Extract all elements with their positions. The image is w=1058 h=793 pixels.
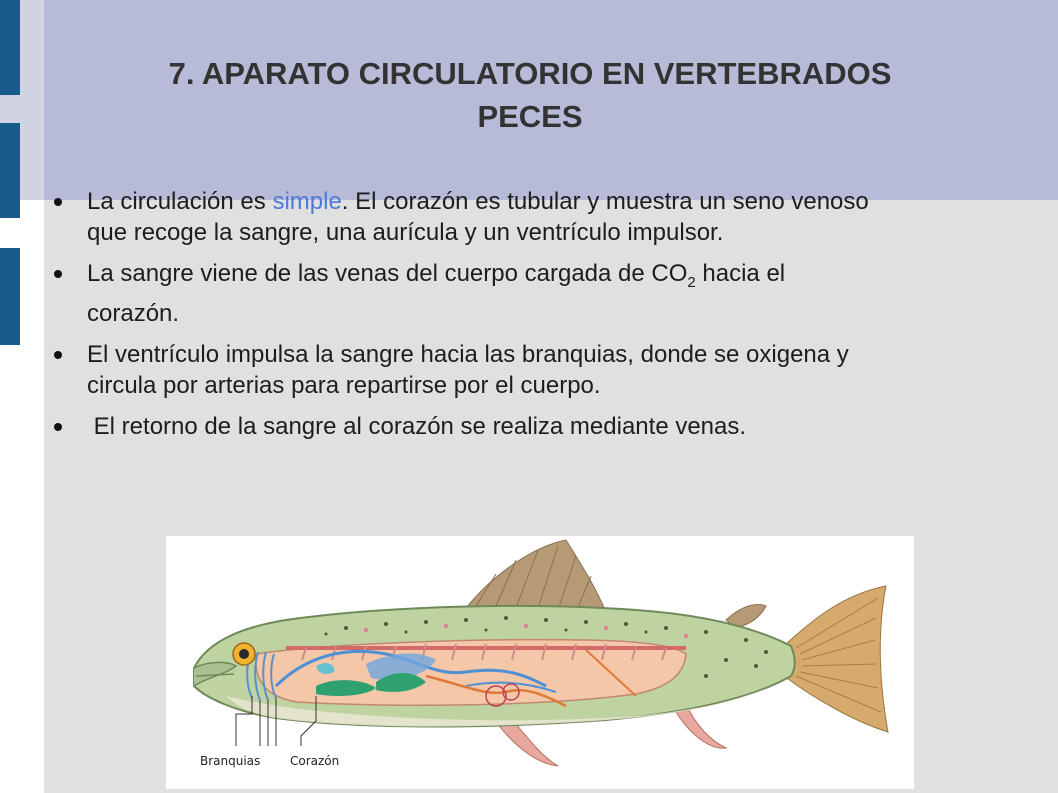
bullet-item (48, 339, 878, 401)
bullet-text: El ventrículo impulsa la sangre hacia las branquias, donde se oxigena y circula por arterias para repartirse por el cuerpo. (87, 340, 849, 399)
highlight-term: simple (272, 188, 342, 215)
bullet-list (48, 186, 878, 452)
bullet-item (48, 411, 878, 442)
bullet-text: La circulación es (87, 188, 273, 215)
subscript: 2 (687, 273, 696, 291)
side-accent-bar (0, 0, 20, 95)
title-line-2: PECES (477, 99, 583, 134)
slide-title (60, 52, 1000, 138)
bullet-icon (54, 270, 62, 278)
title-line-1: 7. APARATO CIRCULATORIO EN VERTEBRADOS (168, 56, 892, 91)
bullet-text: hacia el corazón. (87, 260, 786, 327)
bullet-icon (54, 423, 62, 431)
side-accent-bar (0, 123, 20, 218)
tail-fin (784, 586, 888, 732)
gills-label: Branquias (200, 754, 261, 768)
bullet-text: La sangre viene de las venas del cuerpo cargada de CO (87, 260, 688, 287)
dorsal-fin (466, 540, 606, 612)
bullet-item (48, 186, 878, 248)
bullet-text: El retorno de la sangre al corazón se realiza mediante venas. (87, 412, 747, 440)
fish-circulation-figure (166, 536, 914, 789)
side-accent-bar (0, 248, 20, 345)
heart-label: Corazón (290, 754, 340, 768)
bullet-item (48, 258, 878, 329)
bullet-icon (54, 351, 62, 359)
bullet-text: . El corazón es tubular y muestra un seno venoso que recoge la sangre, una aurícula y un ventrículo impulsor. (87, 188, 869, 246)
bullet-icon (54, 198, 62, 206)
fish-illustration (166, 536, 914, 789)
